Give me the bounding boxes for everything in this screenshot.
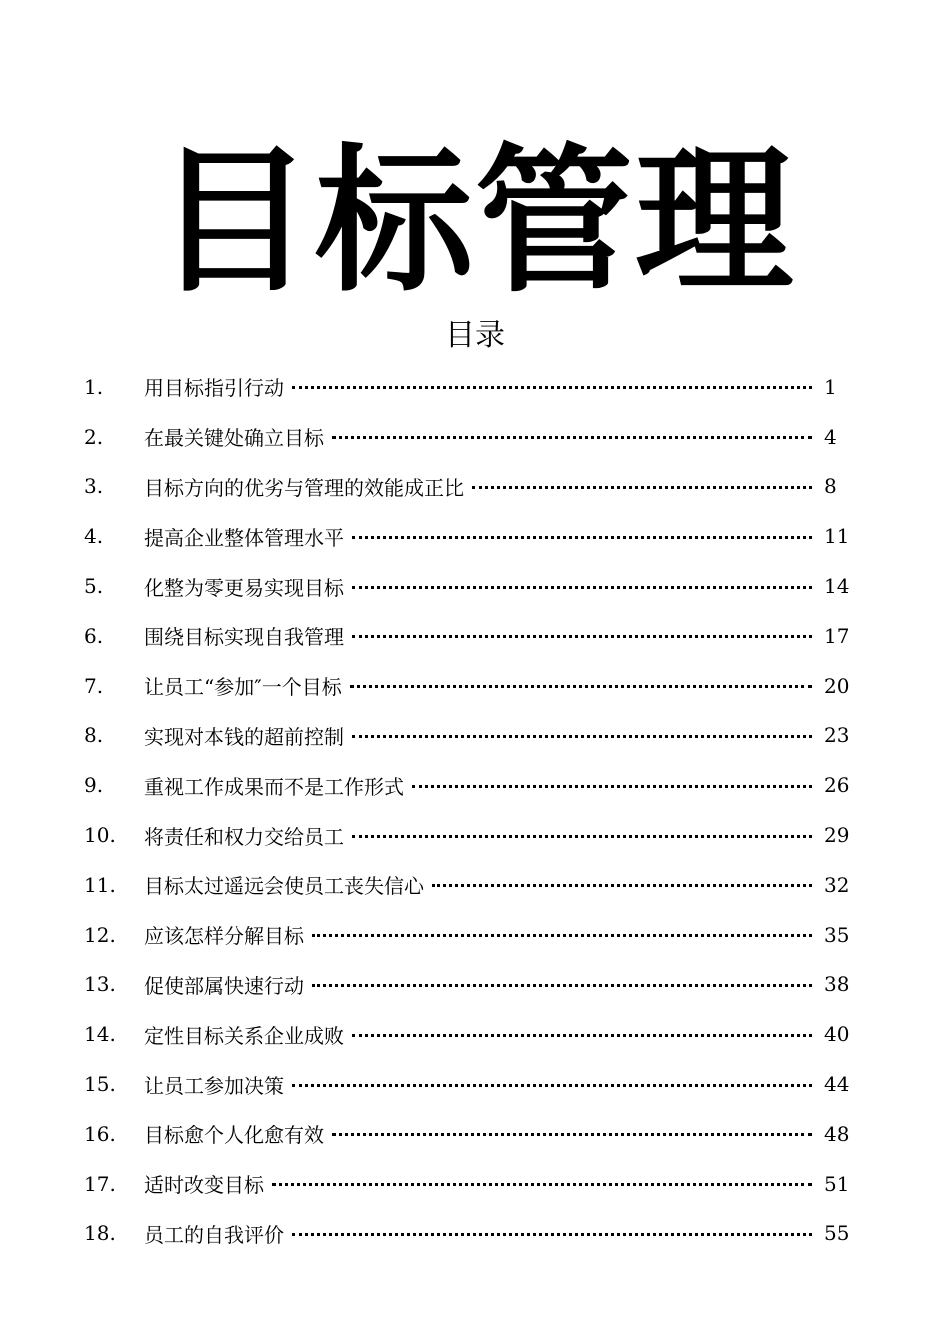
toc-entry-number: 4. (84, 524, 104, 549)
toc-entry-page: 17 (824, 623, 850, 648)
toc-entry-number: 7. (84, 673, 104, 698)
toc-dot-leader (472, 486, 812, 489)
toc-entry-number: 1. (84, 374, 104, 399)
toc-entry[interactable] (84, 1109, 864, 1159)
toc-entry-page: 55 (824, 1221, 850, 1246)
toc-entry-page: 4 (824, 424, 837, 449)
toc-entry[interactable] (84, 412, 864, 462)
toc-entry-page: 14 (824, 574, 850, 599)
toc-entry-title: 在最关键处确立目标 (144, 426, 324, 451)
toc-entry-number: 16. (84, 1121, 116, 1146)
toc-entry-number: 14. (84, 1022, 116, 1047)
table-of-contents (84, 362, 864, 1258)
toc-dot-leader (352, 586, 812, 589)
toc-entry-title: 让员工参加决策 (144, 1073, 284, 1098)
toc-entry-page: 48 (824, 1121, 850, 1146)
toc-dot-leader (350, 685, 812, 688)
toc-entry-title: 将责任和权力交给员工 (144, 824, 344, 849)
toc-entry-page: 44 (824, 1072, 850, 1097)
toc-dot-leader (332, 436, 812, 439)
toc-entry-number: 2. (84, 424, 104, 449)
toc-entry-page: 32 (824, 872, 850, 897)
toc-entry-title: 员工的自我评价 (144, 1222, 284, 1247)
toc-dot-leader (332, 1133, 812, 1136)
toc-entry-title: 适时改变目标 (144, 1173, 264, 1198)
toc-entry[interactable] (84, 1159, 864, 1209)
toc-entry-title: 用目标指引行动 (144, 376, 284, 401)
toc-entry[interactable] (84, 810, 864, 860)
toc-entry-page: 23 (824, 723, 850, 748)
toc-dot-leader (432, 884, 812, 887)
toc-entry[interactable] (84, 1009, 864, 1059)
toc-entry-number: 11. (84, 872, 116, 897)
toc-entry-title: 促使部属快速行动 (144, 973, 304, 998)
toc-entry-page: 29 (824, 823, 850, 848)
toc-entry-title: 围绕目标实现自我管理 (144, 625, 344, 650)
toc-entry-page: 20 (824, 673, 850, 698)
toc-entry-number: 10. (84, 823, 116, 848)
toc-entry[interactable] (84, 462, 864, 512)
toc-entry[interactable] (84, 1059, 864, 1109)
toc-dot-leader (352, 1034, 812, 1037)
toc-dot-leader (272, 1183, 812, 1186)
toc-entry-title: 让员工“参加″一个目标 (144, 675, 342, 700)
toc-dot-leader (312, 934, 812, 937)
toc-entry-title: 目标方向的优劣与管理的效能成正比 (144, 475, 464, 500)
toc-dot-leader (352, 735, 812, 738)
toc-entry-title: 目标愈个人化愈有效 (144, 1123, 324, 1148)
toc-entry-number: 5. (84, 574, 104, 599)
toc-dot-leader (412, 785, 812, 788)
toc-dot-leader (292, 1233, 812, 1236)
toc-dot-leader (352, 536, 812, 539)
toc-dot-leader (352, 635, 812, 638)
toc-entry[interactable] (84, 910, 864, 960)
toc-entry-title: 重视工作成果而不是工作形式 (144, 774, 404, 799)
toc-dot-leader (292, 386, 812, 389)
toc-entry[interactable] (84, 860, 864, 910)
toc-entry-title: 提高企业整体管理水平 (144, 525, 344, 550)
toc-entry-title: 实现对本钱的超前控制 (144, 724, 344, 749)
toc-entry[interactable] (84, 611, 864, 661)
toc-entry-page: 1 (824, 374, 837, 399)
toc-dot-leader (312, 984, 812, 987)
toc-dot-leader (352, 835, 812, 838)
toc-entry[interactable] (84, 511, 864, 561)
toc-entry-page: 38 (824, 972, 850, 997)
toc-entry[interactable] (84, 561, 864, 611)
toc-entry-title: 定性目标关系企业成败 (144, 1023, 344, 1048)
toc-entry-page: 51 (824, 1171, 850, 1196)
toc-entry[interactable] (84, 960, 864, 1010)
toc-entry-number: 8. (84, 723, 104, 748)
toc-entry-title: 应该怎样分解目标 (144, 924, 304, 949)
toc-entry[interactable] (84, 760, 864, 810)
toc-entry-page: 8 (824, 474, 837, 499)
toc-entry[interactable] (84, 711, 864, 761)
toc-entry-number: 13. (84, 972, 116, 997)
toc-entry-number: 9. (84, 773, 104, 798)
toc-entry-page: 35 (824, 922, 850, 947)
toc-entry[interactable] (84, 1209, 864, 1259)
toc-entry[interactable] (84, 661, 864, 711)
toc-entry-number: 6. (84, 623, 104, 648)
toc-entry-number: 18. (84, 1221, 116, 1246)
toc-entry[interactable] (84, 362, 864, 412)
document-title: 目标管理 (155, 130, 795, 314)
toc-entry-number: 15. (84, 1072, 116, 1097)
toc-entry-number: 17. (84, 1171, 116, 1196)
toc-entry-title: 目标太过遥远会使员工丧失信心 (144, 874, 424, 899)
toc-entry-number: 3. (84, 474, 104, 499)
toc-dot-leader (292, 1084, 812, 1087)
toc-entry-page: 40 (824, 1022, 850, 1047)
toc-entry-number: 12. (84, 922, 116, 947)
toc-entry-page: 11 (824, 524, 850, 549)
toc-entry-title: 化整为零更易实现目标 (144, 575, 344, 600)
toc-heading: 目录 (445, 318, 505, 353)
toc-entry-page: 26 (824, 773, 850, 798)
